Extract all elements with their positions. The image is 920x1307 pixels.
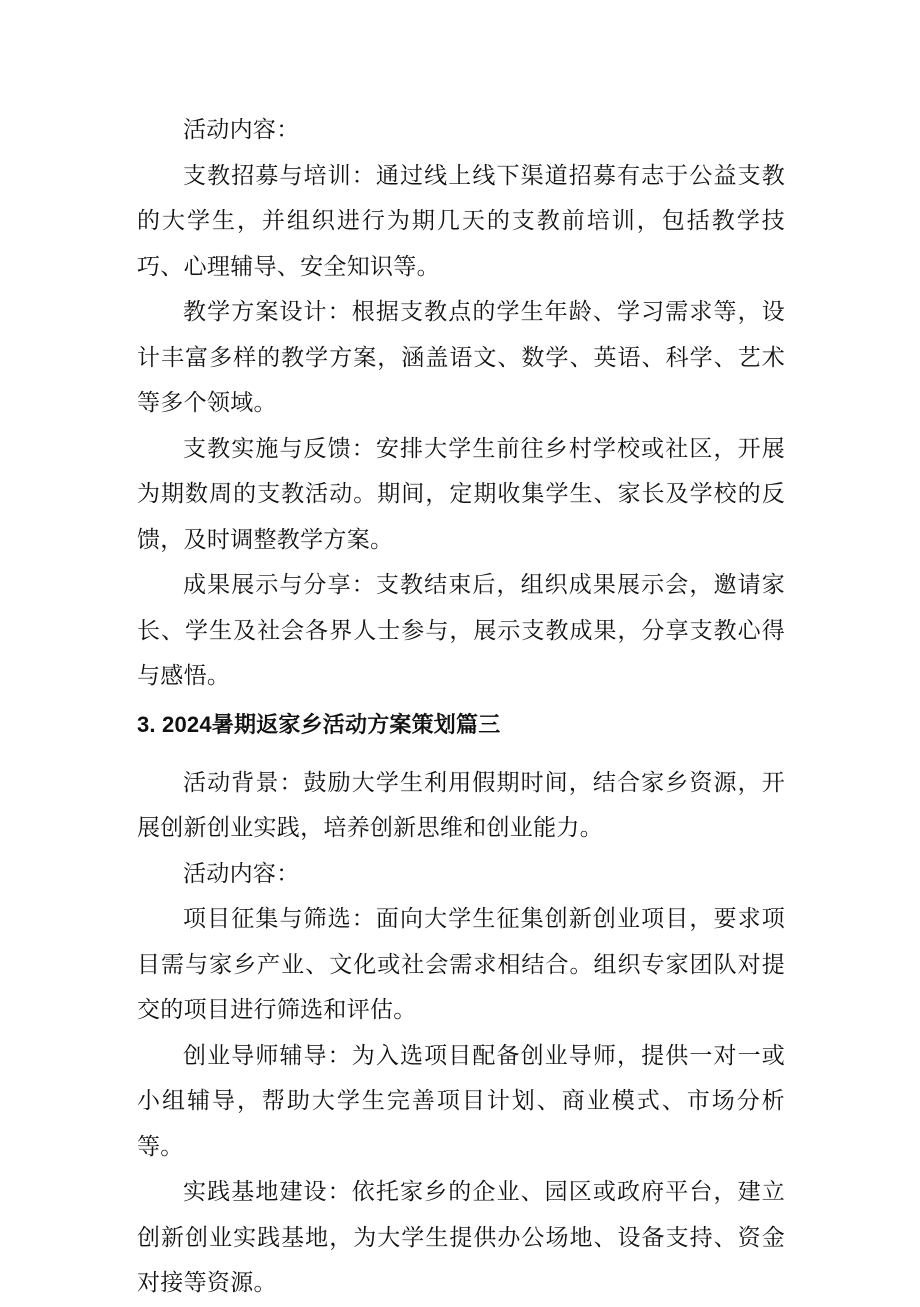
section3-item-project-collection: 项目征集与筛选：面向大学生征集创新创业项目，要求项目需与家乡产业、文化或社会需求相结合。组织专家团队对提交的项目进行筛选和评估。 <box>137 906 785 1023</box>
section2-item-showcase: 成果展示与分享：支教结束后，组织成果展示会，邀请家长、学生及社会各界人士参与，展示支教成果，分享支教心得与感悟。 <box>137 572 785 689</box>
section2-content-label: 活动内容： <box>183 117 300 143</box>
document-body <box>137 108 785 1307</box>
section2-item-teaching-plan: 教学方案设计：根据支教点的学生年龄、学习需求等，设计丰富多样的教学方案，涵盖语文、数学、英语、科学、艺术等多个领域。 <box>137 299 785 416</box>
section3-background: 活动背景：鼓励大学生利用假期时间，结合家乡资源，开展创新创业实践，培养创新思维和创业能力。 <box>137 769 785 841</box>
section3-item-mentor: 创业导师辅导：为入选项目配备创业导师，提供一对一或小组辅导，帮助大学生完善项目计划、商业模式、市场分析等。 <box>137 1042 785 1160</box>
section3-content-label: 活动内容： <box>183 860 300 887</box>
section3-item-practice-base: 实践基地建设：依托家乡的企业、园区或政府平台，建立创新创业实践基地，为大学生提供办公场地、设备支持、资金对接等资源。 <box>137 1179 785 1296</box>
section2-item-implementation: 支教实施与反馈：安排大学生前往乡村学校或社区，开展为期数周的支教活动。期间，定期收集学生、家长及学校的反馈，及时调整教学方案。 <box>137 435 785 553</box>
section3-heading: 3. 2024暑期返家乡活动方案策划篇三 <box>137 711 501 737</box>
section2-item-recruit-train: 支教招募与培训：通过线上线下渠道招募有志于公益支教的大学生，并组织进行为期几天的支教前培训，包括教学技巧、心理辅导、安全知识等。 <box>137 162 785 280</box>
